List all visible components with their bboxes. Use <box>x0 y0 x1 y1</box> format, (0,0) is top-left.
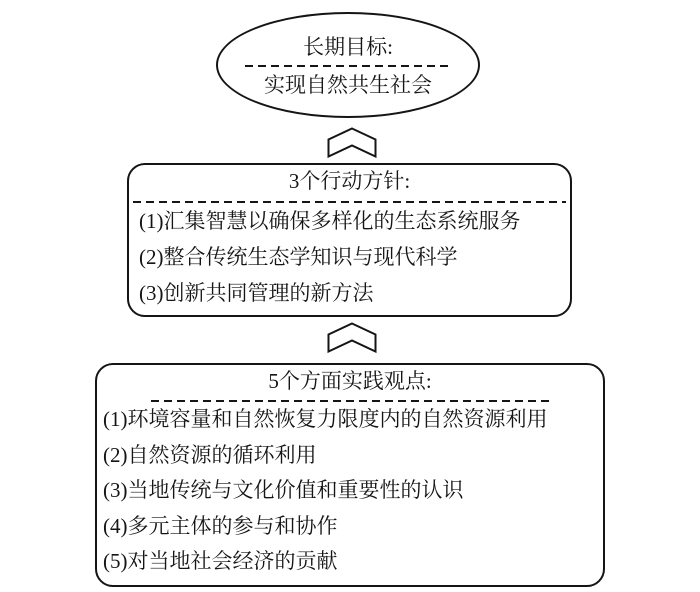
list-item: (1)环境容量和自然恢复力限度内的自然资源利用 <box>103 407 548 431</box>
list-item: (2)整合传统生态学知识与现代科学 <box>139 245 458 269</box>
list-item: (4)多元主体的参与和协作 <box>103 513 338 538</box>
list-item: (3)当地传统与文化价值和重要性的认识 <box>103 478 464 502</box>
practices-title: 5个方面实践观点: <box>268 369 432 393</box>
chevron-up-shape <box>329 324 376 352</box>
chevron-up-shape <box>329 129 376 157</box>
list-item: (2)自然资源的循环利用 <box>103 442 317 467</box>
chevron-up-icon <box>327 322 377 353</box>
chevron-up-icon <box>327 127 377 158</box>
list-item: (3)创新共同管理的新方法 <box>139 281 374 305</box>
practices-box-node <box>95 363 605 587</box>
practices-item-list <box>97 402 603 580</box>
goal-dashed-divider <box>245 65 451 67</box>
list-item: (5)对当地社会经济的贡献 <box>103 549 338 573</box>
goal-title: 长期目标: <box>303 34 393 59</box>
actions-title: 3个行动方针: <box>288 169 411 193</box>
actions-item-list <box>129 203 570 311</box>
actions-box-node <box>127 163 572 317</box>
goal-ellipse-node <box>216 12 480 118</box>
list-item: (1)汇集智慧以确保多样化的生态系统服务 <box>139 209 521 233</box>
goal-content: 实现自然共生社会 <box>264 72 432 97</box>
